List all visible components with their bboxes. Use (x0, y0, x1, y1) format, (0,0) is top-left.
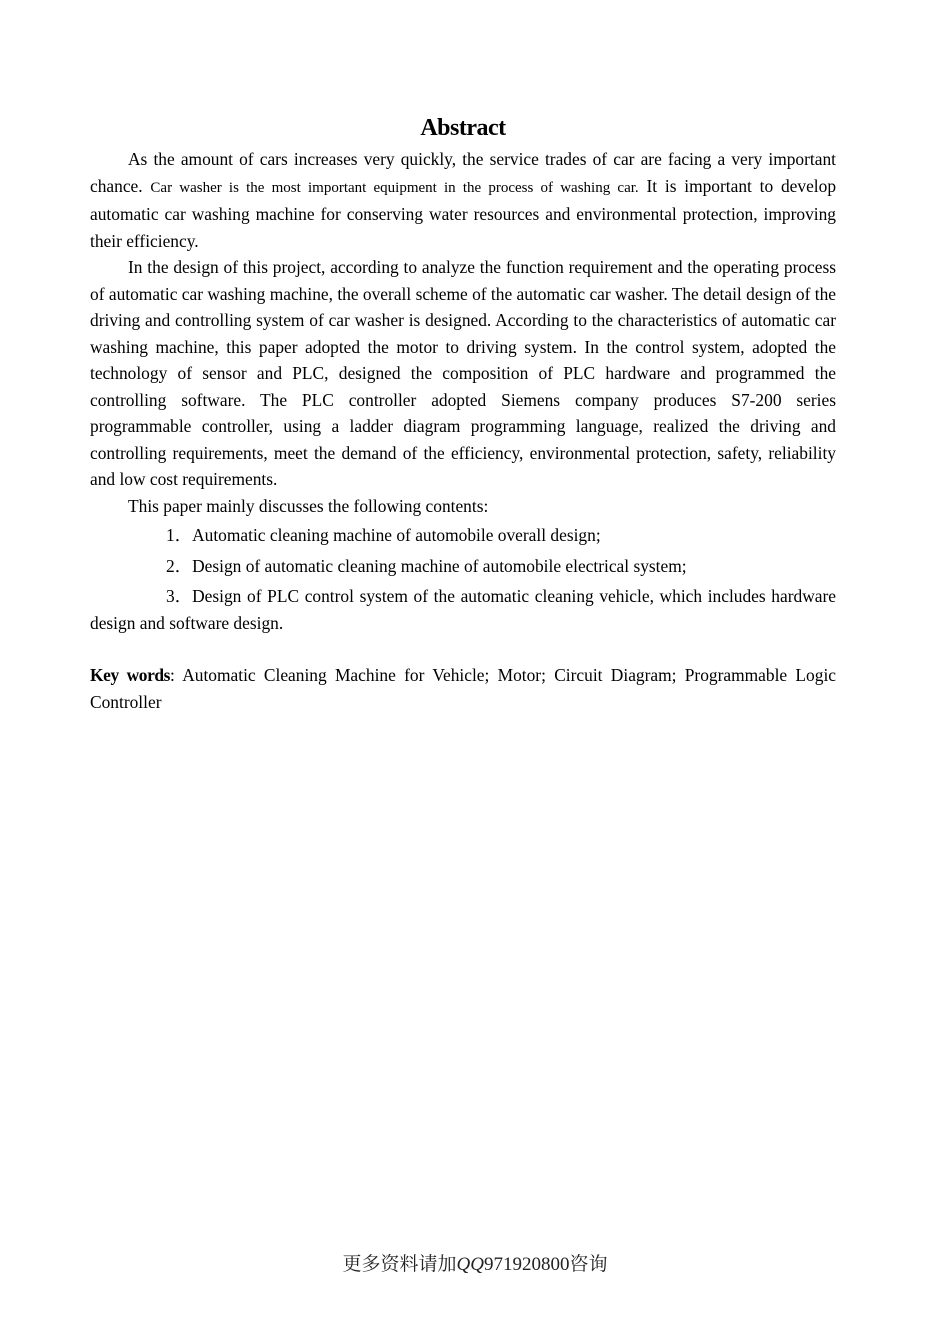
list-item (90, 522, 836, 549)
paragraph-1-part-b: Car washer is the most important equipment in the process of washing car. (150, 179, 639, 196)
abstract-section (90, 112, 836, 732)
paragraph-3: This paper mainly discusses the following contents: (128, 495, 489, 516)
paragraph-2: In the design of this project, according to analyze the function requirement and the operating process of automatic car washing machine, the overall scheme of the automatic car washer. The detail design of the driving and controlling system of car washer is designed. According to the characteristics of automatic car washing machine, this paper adopted the motor to driving system. In the control system, adopted the technology of sensor and PLC, designed the composition of PLC hardware and programmed the controlling software. The PLC controller adopted Siemens company produces S7-200 series programmable controller, using a ladder diagram programming language, realized the driving and controlling requirements, meet the demand of the efficiency, environmental protection, safety, reliability and low cost requirements. (90, 257, 836, 489)
keywords (90, 662, 836, 715)
keywords-label: Key words (90, 665, 171, 685)
list-number: 2． (166, 555, 193, 576)
paragraph-1-part-c: It is important to develop automatic car washing machine for conserving water resources and environmental protection, improving their efficiency. (90, 175, 837, 251)
list-text: Automatic cleaning machine of automobile overall design; (192, 525, 601, 545)
list-number: 1． (166, 525, 193, 545)
footer-suffix: 971920800咨询 (483, 1254, 608, 1275)
list-text: Design of PLC control system of the automatic cleaning vehicle, which includes hardware design and software design. (90, 586, 836, 633)
footer-note (0, 1252, 950, 1278)
list-number: 3． (166, 586, 193, 606)
list-text: Design of automatic cleaning machine of automobile electrical system; (192, 555, 687, 576)
abstract-title: Abstract (420, 115, 506, 141)
footer-prefix: 更多资料请加 (342, 1254, 457, 1275)
footer-qq: QQ (456, 1254, 484, 1275)
paragraph-1-part-a: As the amount of cars increases very quickly, the service trades of car are facing a very important chance. (90, 149, 836, 196)
keywords-text: : Automatic Cleaning Machine for Vehicle; Motor; Circuit Diagram; Programmable Logic Controller (90, 665, 836, 712)
list-item (90, 583, 836, 636)
list-item (90, 553, 836, 580)
paragraph-1 (90, 146, 836, 254)
